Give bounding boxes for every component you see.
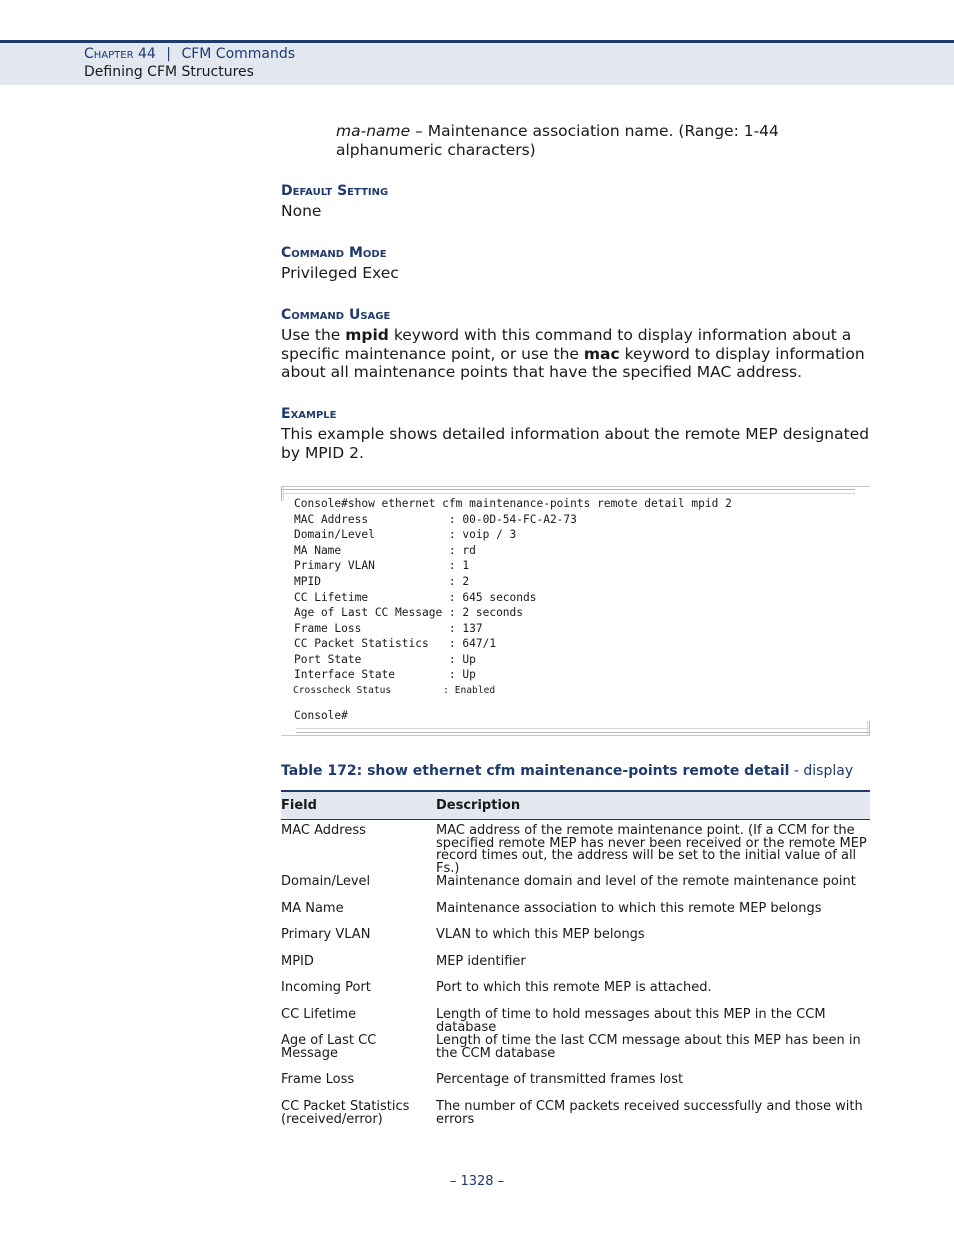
- command-mode-heading: Command Mode: [281, 245, 387, 261]
- command-usage-body: [281, 326, 871, 382]
- table-cell-description: MAC address of the remote maintenance point. (If a CCM for the specified remote MEP has never been received or the remote MEP record times out, the address will be set to the initial value of all Fs.): [436, 823, 867, 876]
- code-line: Domain/Level : voip / 3: [294, 528, 517, 541]
- parameter-text: – Maintenance association name. (Range: 1-44 alphanumeric characters): [336, 122, 779, 159]
- table-cell-description: VLAN to which this MEP belongs: [436, 927, 645, 942]
- parameter-description: [336, 122, 856, 159]
- command-usage-heading: Command Usage: [281, 307, 391, 323]
- table-cell-field: Age of Last CC Message: [281, 1033, 377, 1061]
- code-line: CC Packet Statistics : 647/1: [294, 637, 497, 650]
- table-cell-field: MA Name: [281, 901, 344, 916]
- example-heading: Example: [281, 406, 337, 422]
- table-cell-field: MAC Address: [281, 823, 366, 838]
- chapter-label: Chapter 44: [84, 46, 156, 62]
- table-cell-description: Port to which this remote MEP is attached.: [436, 980, 712, 995]
- section-title: Defining CFM Structures: [84, 64, 254, 80]
- table-cell-field: CC Packet Statistics (received/error): [281, 1099, 410, 1127]
- table-caption-suffix: - display: [789, 763, 854, 779]
- table-header: [281, 790, 870, 820]
- code-box-corner: [867, 721, 870, 735]
- parameter-name: ma-name: [336, 122, 411, 140]
- table-cell-description: Length of time the last CCM message about this MEP has been in the CCM database: [436, 1033, 861, 1061]
- keyword-mpid: mpid: [345, 326, 389, 344]
- table-cell-description: Length of time to hold messages about this MEP in the CCM database: [436, 1007, 826, 1035]
- code-line: CC Lifetime : 645 seconds: [294, 591, 537, 604]
- command-mode-body: Privileged Exec: [281, 264, 399, 282]
- code-line: Port State : Up: [294, 653, 476, 666]
- table-cell-field: Primary VLAN: [281, 927, 371, 942]
- code-example-box: [281, 486, 870, 736]
- code-command-line: Console#show ethernet cfm maintenance-points remote detail mpid 2: [294, 497, 732, 510]
- table-cell-description: Maintenance domain and level of the remote maintenance point: [436, 874, 856, 889]
- code-line: Interface State : Up: [294, 668, 476, 681]
- keyword-mac: mac: [583, 344, 620, 363]
- code-line-crosscheck: Crosscheck Status : Enabled: [293, 685, 496, 696]
- code-line: Primary VLAN : 1: [294, 559, 470, 572]
- default-setting-heading: Default Setting: [281, 183, 389, 199]
- code-line: MAC Address : 00-0D-54-FC-A2-73: [294, 513, 577, 526]
- code-line: MPID : 2: [294, 575, 470, 588]
- code-line: MA Name : rd: [294, 544, 476, 557]
- column-header-field: Field: [281, 798, 317, 813]
- usage-text-1: Use the: [281, 326, 346, 344]
- table-cell-field: Domain/Level: [281, 874, 371, 889]
- table-cell-field: Frame Loss: [281, 1072, 355, 1087]
- chapter-heading: [84, 46, 295, 62]
- table-caption: [281, 763, 853, 779]
- usage-text-2: keyword with this command to display information about a specific maintenance point, or use the: [281, 326, 852, 363]
- default-setting-body: None: [281, 202, 322, 220]
- table-cell-description: Maintenance association to which this remote MEP belongs: [436, 901, 822, 916]
- table-cell-field: MPID: [281, 954, 314, 969]
- example-body: This example shows detailed information about the remote MEP designated by MPID 2.: [281, 425, 870, 462]
- code-line: Frame Loss : 137: [294, 622, 483, 635]
- column-header-description: Description: [436, 798, 521, 813]
- table-cell-description: MEP identifier: [436, 954, 526, 969]
- chapter-title: CFM Commands: [181, 46, 296, 62]
- table-cell-field: Incoming Port: [281, 980, 371, 995]
- table-cell-description: Percentage of transmitted frames lost: [436, 1072, 684, 1087]
- table-cell-field: CC Lifetime: [281, 1007, 357, 1022]
- page-number: – 1328 –: [449, 1174, 505, 1189]
- header-separator: |: [166, 46, 171, 62]
- table-cell-description: The number of CCM packets received successfully and those with errors: [436, 1099, 863, 1127]
- code-box-corner: [281, 487, 284, 501]
- code-line: Age of Last CC Message : 2 seconds: [294, 606, 524, 619]
- table-caption-title: Table 172: show ethernet cfm maintenance-points remote detail: [281, 763, 790, 779]
- usage-text-3: keyword to display information about all maintenance points that have the specified MAC address.: [281, 344, 865, 381]
- code-prompt-line: Console#: [294, 709, 348, 722]
